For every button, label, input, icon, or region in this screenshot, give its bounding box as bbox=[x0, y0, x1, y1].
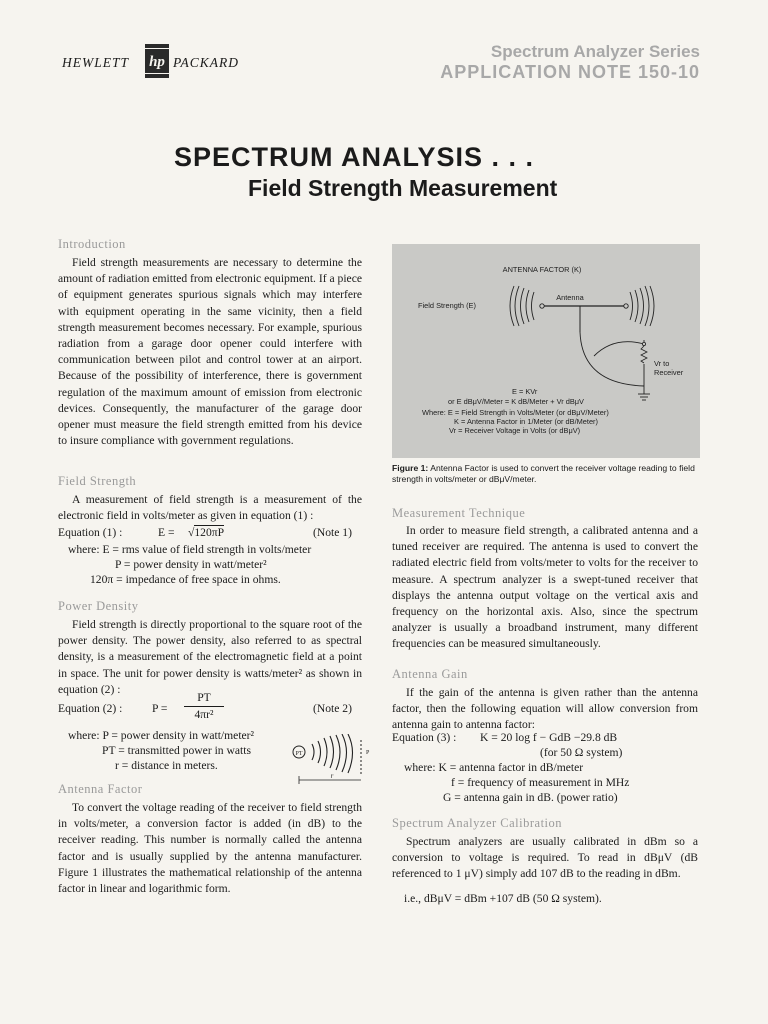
equation-1-lhs: E = bbox=[158, 526, 175, 539]
figure-equation-linear: E = KVr bbox=[512, 387, 538, 396]
equation-1-label: Equation (1) : bbox=[58, 526, 123, 539]
document-title: SPECTRUM ANALYSIS . . . bbox=[174, 142, 535, 172]
equation-1-radicand: 120πP bbox=[194, 526, 225, 539]
antenna-gain-paragraph: If the gain of the antenna is given rather than the antenna factor, then the following equation will allow conversion from antenna gain to antenna factor: bbox=[392, 686, 698, 732]
equation-1-root bbox=[188, 525, 224, 541]
equation-3-where-g: G = antenna gain in dB. (power ratio) bbox=[443, 791, 618, 804]
sketch-pt-label: PT bbox=[295, 751, 303, 757]
power-density-paragraph: Field strength is directly proportional to the square root of the power density. The power density, also referred to as spectral density, is a measurement of the electromagnetic field at a point in space. The unit for power density is watts/meter² as shown in equation (2) : bbox=[58, 618, 362, 696]
figure-title: ANTENNA FACTOR (K) bbox=[502, 265, 582, 274]
equation-2-where-p: where: P = power density in watt/meter² bbox=[68, 729, 255, 742]
field-strength-heading: Field Strength bbox=[58, 474, 137, 488]
hp-emblem-text: hp bbox=[149, 54, 165, 70]
calibration-body bbox=[392, 834, 698, 883]
antenna-gain-body bbox=[392, 685, 698, 734]
sketch-p-label: P bbox=[366, 750, 370, 756]
introduction-paragraph: Field strength measurements are necessary to determine the amount of radiation emitted from electronic equipment. If a piece of equipment generates spurious signals which may interfere with equipment operating in the same vicinity, then a field strength measurement becomes necessary. For example, spurious radiation from a garage door opener could interfere with communication between pilot and control tower at an airport. Because of the possibility of interference, there is government regulation of the maximum amount of emission from electronic devices. Consequently, the manufacturer of the garage door opener must measure the field strength emitted from his device to insure compliance with government regulations. bbox=[58, 256, 362, 448]
introduction-body bbox=[58, 255, 362, 449]
antenna-factor-diagram bbox=[392, 244, 700, 458]
logo-hewlett: HEWLETT bbox=[62, 55, 130, 70]
application-note-number: APPLICATION NOTE 150-10 bbox=[440, 62, 700, 82]
document-subtitle: Field Strength Measurement bbox=[248, 175, 558, 201]
note-2: (Note 2) bbox=[313, 702, 352, 715]
antenna-label: Antenna bbox=[556, 293, 584, 302]
receiver-label: Receiver bbox=[654, 368, 684, 377]
equation-2-fraction bbox=[184, 690, 224, 723]
equation-2-numerator: PT bbox=[184, 690, 224, 707]
calibration-equation: i.e., dBμV = dBm +107 dB (50 Ω system). bbox=[404, 892, 602, 905]
equation-3-where-f: f = frequency of measurement in MHz bbox=[451, 776, 630, 789]
equation-2-denominator: 4πr² bbox=[194, 708, 214, 722]
equation-2-where-pt: PT = transmitted power in watts bbox=[102, 744, 251, 757]
hp-emblem bbox=[145, 44, 169, 78]
field-strength-label: Field Strength (E) bbox=[418, 301, 476, 310]
measurement-technique-body bbox=[392, 523, 698, 653]
equation-1-where-e: where: E = rms value of field strength in volts/meter bbox=[68, 543, 312, 556]
power-density-body bbox=[58, 617, 362, 698]
series-block bbox=[440, 42, 700, 82]
radiation-sketch bbox=[290, 734, 370, 786]
figure-where-e: Where: E = Field Strength in Volts/Meter (or dBμV/Meter) bbox=[422, 408, 609, 417]
note-1: (Note 1) bbox=[313, 526, 352, 539]
equation-3-label: Equation (3) : bbox=[392, 731, 457, 744]
introduction-heading: Introduction bbox=[58, 237, 126, 251]
antenna-factor-body bbox=[58, 800, 362, 897]
equation-2-lhs: P = bbox=[152, 702, 168, 715]
field-strength-body bbox=[58, 492, 362, 524]
equation-3-expression: K = 20 log f − GdB −29.8 dB bbox=[480, 731, 618, 744]
figure-where-vr: Vr = Receiver Voltage in Volts (or dBμV) bbox=[449, 426, 581, 435]
vr-label: Vr to bbox=[654, 359, 670, 368]
figure-equation-log: or E dBμV/Meter = K dB/Meter + Vr dBμV bbox=[448, 397, 584, 406]
measurement-technique-heading: Measurement Technique bbox=[392, 506, 526, 520]
figure-1 bbox=[392, 244, 700, 458]
figure-1-caption bbox=[392, 463, 702, 485]
caption-text: Antenna Factor is used to convert the receiver voltage reading to field strength in volts/meter or dBμV/meter. bbox=[392, 463, 695, 484]
antenna-factor-paragraph: To convert the voltage reading of the receiver to field strength in volts/meter, a conversion factor is added (in dB) to the receiver reading. This number is normally called the antenna factor and is usually supplied by the antenna manufacturer. Figure 1 illustrates the mathematical relationship of the antenna factor in linear and logarithmic form. bbox=[58, 801, 362, 896]
equation-2-where-r: r = distance in meters. bbox=[115, 759, 218, 772]
measurement-technique-paragraph: In order to measure field strength, a calibrated antenna and a tuned receiver are required. The antenna is used to convert the radiated electric field from volts/meter to volts for the receiver to measure. A spectrum analyzer is a swept-tuned receiver that displays the antenna output voltage on the vertical axis and frequency on the horizontal axis. Also, since the spectrum analyzer is usually a broadband instrument, many different frequencies can be measured simultaneously. bbox=[392, 524, 698, 651]
equation-3-system: (for 50 Ω system) bbox=[540, 746, 623, 759]
root-sign: √ bbox=[188, 526, 195, 539]
field-strength-paragraph: A measurement of field strength is a measurement of the electronic field in volts/meter as given in equation (1) : bbox=[58, 493, 362, 523]
antenna-factor-heading: Antenna Factor bbox=[58, 782, 143, 796]
equation-2-label: Equation (2) : bbox=[58, 702, 123, 715]
caption-label: Figure 1: bbox=[392, 463, 429, 473]
calibration-paragraph: Spectrum analyzers are usually calibrated in dBm so a conversion to voltage is required. To read in dBμV (dB referenced to 1 μV) simply add 107 dB to the reading in dBm. bbox=[392, 835, 698, 881]
series-name: Spectrum Analyzer Series bbox=[490, 42, 700, 61]
sketch-r-label: r bbox=[330, 772, 334, 780]
equation-1-where-impedance: 120π = impedance of free space in ohms. bbox=[90, 573, 281, 586]
logo-packard: PACKARD bbox=[173, 55, 240, 70]
calibration-heading: Spectrum Analyzer Calibration bbox=[392, 816, 563, 830]
power-density-heading: Power Density bbox=[58, 599, 139, 613]
figure-where-k: K = Antenna Factor in 1/Meter (or dB/Meter) bbox=[454, 417, 598, 426]
equation-3-where-k: where: K = antenna factor in dB/meter bbox=[404, 761, 584, 774]
equation-1-where-p: P = power density in watt/meter² bbox=[115, 558, 267, 571]
antenna-gain-heading: Antenna Gain bbox=[392, 667, 468, 681]
